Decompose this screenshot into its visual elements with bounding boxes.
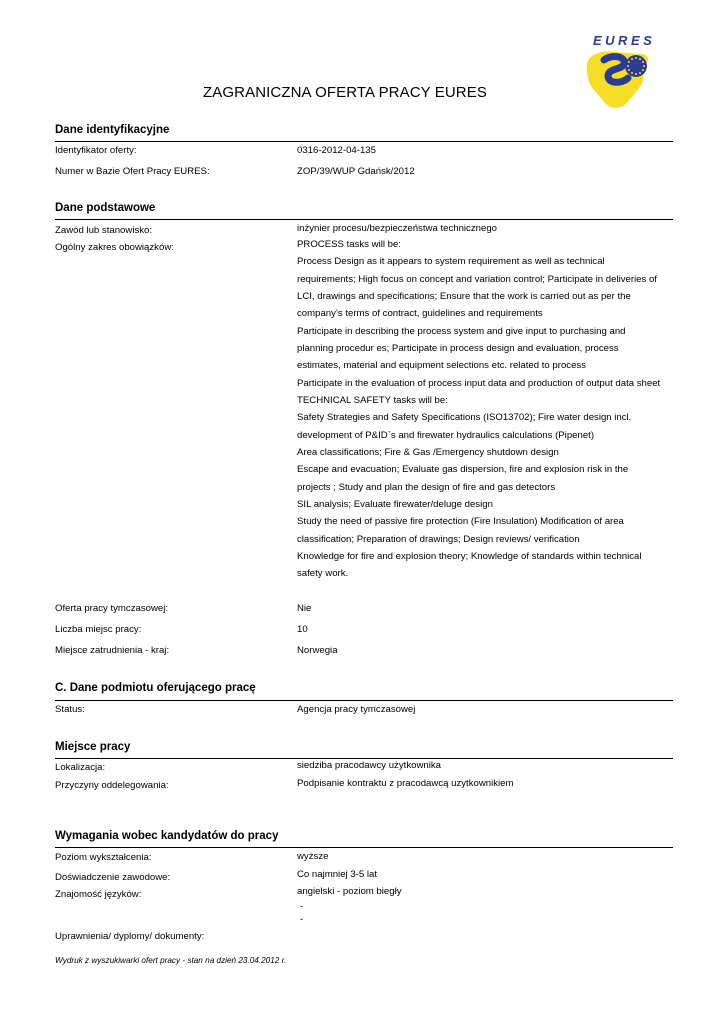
- label-zakres: Ogólny zakres obowiązków:: [55, 242, 174, 253]
- section-heading-wymagania: Wymagania wobec kandydatów do pracy: [55, 830, 279, 842]
- desc-line: Process Design as it appears to system requirement as well as technical: [297, 256, 605, 268]
- value-oferta-tymczasowa: Nie: [297, 603, 312, 614]
- label-numer: Numer w Bazie Ofert Pracy EURES:: [55, 166, 210, 177]
- label-jezyki: Znajomość języków:: [55, 889, 142, 900]
- section-divider: [55, 141, 673, 142]
- label-oferta-tymczasowa: Oferta pracy tymczasowej:: [55, 603, 169, 614]
- value-identyfikator: 0316-2012-04-135: [297, 145, 376, 156]
- value-numer: ZOP/39/WUP Gdańsk/2012: [297, 166, 415, 177]
- desc-line: classification; Preparation of drawings; Design reviews/ verification: [297, 533, 580, 545]
- label-doswiadczenie: Doświadczenie zawodowe:: [55, 872, 171, 883]
- label-status: Status:: [55, 704, 85, 715]
- desc-line: TECHNICAL SAFETY tasks will be:: [297, 394, 448, 406]
- label-identyfikator: Identyfikator oferty:: [55, 145, 137, 156]
- section-heading-podstawowe: Dane podstawowe: [55, 202, 156, 214]
- value-kraj: Norwegia: [297, 645, 338, 656]
- section-divider: [55, 758, 673, 759]
- logo-wordmark: EURES: [593, 33, 656, 48]
- desc-line: safety work.: [297, 568, 349, 580]
- desc-line: PROCESS tasks will be:: [297, 239, 401, 250]
- section-divider: [55, 700, 673, 701]
- page-title: ZAGRANICZNA OFERTA PRACY EURES: [203, 84, 487, 101]
- label-liczba-miejsc: Liczba miejsc pracy:: [55, 624, 142, 635]
- desc-line: Safety Strategies and Safety Specifications (ISO13702); Fire water design incl.: [297, 412, 632, 424]
- desc-line: projects ; Study and plan the design of fire and gas detectors: [297, 481, 556, 493]
- desc-line: planning procedur es; Participate in process design and evaluation, process: [297, 342, 619, 354]
- section-heading-miejsce: Miejsce pracy: [55, 741, 131, 753]
- label-uprawnienia: Uprawnienia/ dyplomy/ dokumenty:: [55, 931, 205, 942]
- label-przyczyny: Przyczyny oddelegowania:: [55, 780, 169, 791]
- desc-line: Knowledge for fire and explosion theory; Knowledge of standards within technical: [297, 550, 642, 562]
- desc-line: LCI, drawings and specifications; Ensure that the work is carried out as per the: [297, 290, 631, 302]
- value-status: Agencja pracy tymczasowej: [297, 704, 416, 715]
- section-heading-identyfikacyjne: Dane identyfikacyjne: [55, 124, 170, 136]
- desc-line: Area classifications; Fire & Gas /Emergency shutdown design: [297, 446, 559, 458]
- print-footer: Wydruk z wyszukiwarki ofert pracy - stan na dzień 23.04.2012 r.: [55, 956, 287, 965]
- zakres-description: [297, 236, 677, 583]
- section-divider: [55, 847, 673, 848]
- label-kraj: Miejsce zatrudnienia - kraj:: [55, 645, 170, 656]
- value-wyksztalcenie: wyższe: [297, 851, 329, 862]
- desc-line: development of P&ID`s and firewater hydraulics calculations (Pipenet): [297, 429, 595, 441]
- value-przyczyny: Podpisanie kontraktu z pracodawcą uzytkownikiem: [297, 778, 514, 789]
- desc-line: Participate in the evaluation of process input data and production of output data sheet: [297, 377, 661, 389]
- value-liczba-miejsc: 10: [297, 624, 308, 635]
- desc-line: estimates, material and equipment selections etc. related to process: [297, 360, 587, 372]
- desc-line: company’s terms of contract, guidelines and requirements: [297, 308, 543, 320]
- label-lokalizacja: Lokalizacja:: [55, 762, 106, 773]
- section-divider: [55, 219, 673, 220]
- value-doswiadczenie: Co najmniej 3-5 lat: [297, 869, 377, 880]
- value-lokalizacja: siedziba pracodawcy użytkownika: [297, 760, 441, 771]
- desc-line: Participate in describing the process system and give input to purchasing and: [297, 325, 626, 337]
- desc-line: Escape and evacuation; Evaluate gas dispersion, fire and explosion risk in the: [297, 464, 629, 476]
- value-jezyki: angielski - poziom biegły: [297, 886, 402, 897]
- desc-line: requirements; High focus on concept and variation control; Participate in deliveries of: [297, 273, 657, 285]
- section-heading-podmiot: C. Dane podmiotu oferującego pracę: [55, 682, 256, 694]
- label-zawod: Zawód lub stanowisko:: [55, 225, 153, 236]
- label-wyksztalcenie: Poziom wykształcenia:: [55, 852, 152, 863]
- value-jezyki-extra-2: -: [300, 914, 304, 925]
- value-jezyki-extra-1: -: [300, 901, 304, 912]
- value-zawod: inżynier procesu/bezpieczeństwa technicznego: [297, 223, 497, 234]
- desc-line: Study the need of passive fire protection (Fire Insulation) Modification of area: [297, 516, 624, 528]
- desc-line: SIL analysis; Evaluate firewater/deluge design: [297, 498, 493, 510]
